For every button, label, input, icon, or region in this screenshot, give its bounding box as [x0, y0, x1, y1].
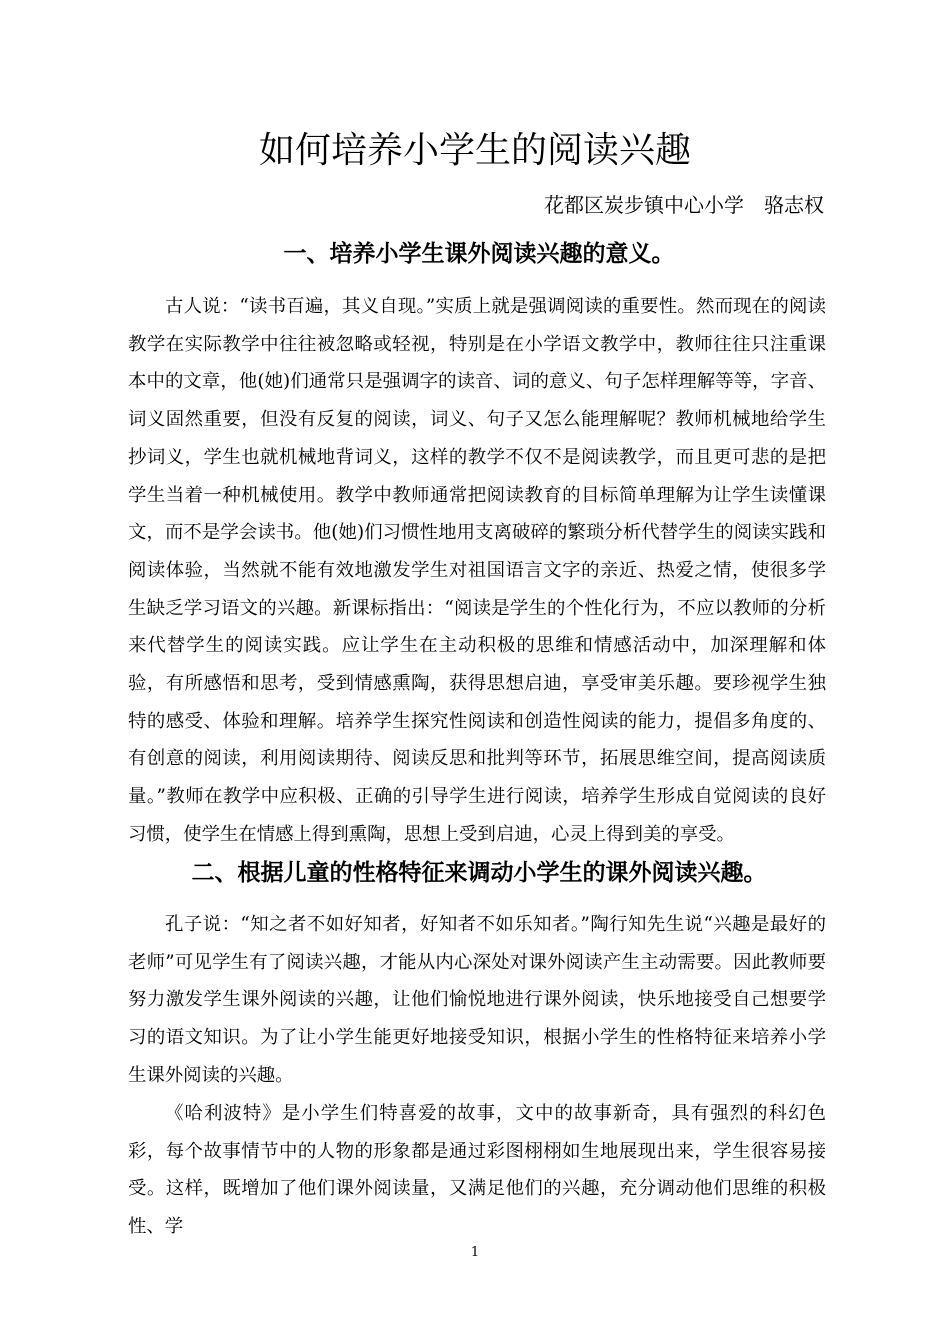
section-2-paragraph-1: 孔子说：“知之者不如好知者，好知者不如乐知者。”陶行知先生说“兴趣是最好的老师”可见学生有了阅读兴趣，才能从内心深处对课外阅读产生主动需要。因此教师要努力激发学生课外阅读的兴趣，让他们愉悦地进行课外阅读，快乐地接受自己想要学习的语文知识。为了让小学生能更好地接受知识，根据小学生的性格特征来培养小学生课外阅读的兴趣。 — [128, 914, 826, 1086]
section-heading-2: 二、根据儿童的性格特征来调动小学生的课外阅读兴趣。 — [191, 860, 767, 886]
author-line: 花都区炭步镇中心小学 骆志权 — [544, 193, 824, 217]
section-heading-1: 一、培养小学生课外阅读兴趣的意义。 — [283, 241, 675, 267]
section-1-paragraph-1: 古人说：“读书百遍，其义自现。”实质上就是强调阅读的重要性。然而现在的阅读教学在实际教学中往往被忽略或轻视，特别是在小学语文教学中，教师往往只注重课本中的文章，他(她)们通常只是强调字的读音、词的意义、句子怎样理解等等，字音、词义固然重要，但没有反复的阅读，词义、句子又怎么能理解呢？教师机械地给学生抄词义，学生也就机械地背词义，这样的教学不仅不是阅读教学，而且更可悲的是把学生当着一种机械使用。教学中教师通常把阅读教育的目标简单理解为让学生读懂课文，而不是学会读书。他(她)们习惯性地用支离破碎的繁琐分析代替学生的阅读实践和阅读体验，当然就不能有效地激发学生对祖国语言文字的亲近、热爱之情，使很多学生缺乏学习语文的兴趣。新课标指出：“阅读是学生的个性化行为，不应以教师的分析来代替学生的阅读实践。应让学生在主动积极的思维和情感活动中，加深理解和体验，有所感悟和思考，受到情感熏陶，获得思想启迪，享受审美乐趣。要珍视学生独特的感受、体验和理解。培养学生探究性阅读和创造性阅读的能力，提倡多角度的、有创意的阅读，利用阅读期待、阅读反思和批判等环节，拓展思维空间，提高阅读质量。”教师在教学中应积极、正确的引导学生进行阅读，培养学生形成自觉阅读的良好习惯，使学生在情感上得到熏陶，思想上受到启迪，心灵上得到美的享受。 — [128, 296, 826, 845]
page-number: 1 — [470, 1245, 480, 1260]
document-title: 如何培养小学生的阅读兴趣 — [258, 130, 691, 171]
section-2-paragraph-2: 《哈利波特》是小学生们特喜爱的故事，文中的故事新奇，具有强烈的科幻色彩，每个故事情节中的人物的形象都是通过彩图栩栩如生地展现出来，学生很容易接受。这样，既增加了他们课外阅读量，又满足他们的兴趣，充分调动他们思维的积极性、学 — [128, 1103, 826, 1238]
